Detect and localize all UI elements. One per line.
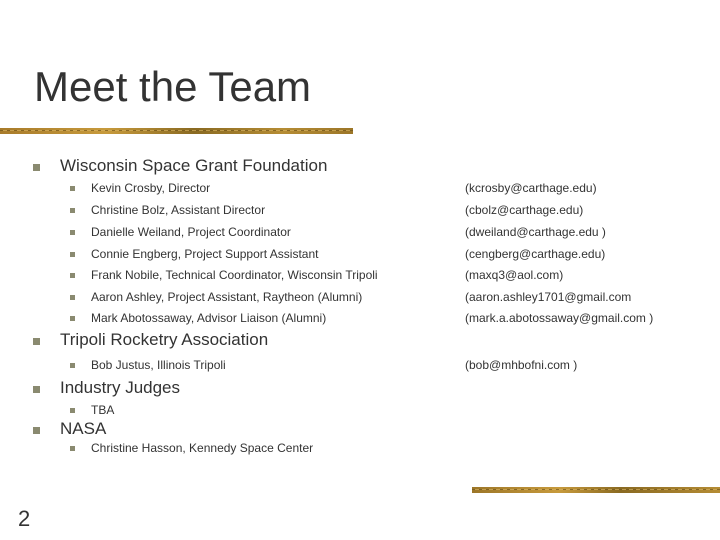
member-bullet	[70, 408, 75, 413]
footer-rule	[472, 487, 720, 493]
slide-title: Meet the Team	[34, 63, 312, 110]
section-bullet	[33, 427, 40, 434]
section-bullet	[33, 386, 40, 393]
page-number: 2	[18, 506, 31, 531]
member-name: Christine Hasson, Kennedy Space Center	[91, 441, 314, 455]
member-email: (kcrosby@carthage.edu)	[465, 181, 597, 195]
section-bullet	[33, 164, 40, 171]
member-bullet	[70, 186, 75, 191]
member-name: Danielle Weiland, Project Coordinator	[91, 225, 291, 239]
title-underline-rule	[0, 128, 353, 134]
member-email: (dweiland@carthage.edu )	[465, 225, 606, 239]
section-heading-wsgf: Wisconsin Space Grant Foundation	[60, 156, 328, 175]
section-heading-tripoli: Tripoli Rocketry Association	[60, 330, 269, 349]
member-name: Christine Bolz, Assistant Director	[91, 203, 266, 217]
member-bullet	[70, 208, 75, 213]
section-bullet	[33, 338, 40, 345]
member-bullet	[70, 316, 75, 321]
section-heading-nasa: NASA	[60, 419, 107, 438]
member-bullet	[70, 273, 75, 278]
member-name: TBA	[91, 403, 115, 417]
member-email: (maxq3@aol.com)	[465, 268, 564, 282]
member-email: (bob@mhbofni.com )	[465, 358, 578, 372]
member-bullet	[70, 230, 75, 235]
member-bullet	[70, 446, 75, 451]
member-bullet	[70, 295, 75, 300]
member-email: (aaron.ashley1701@gmail.com	[465, 290, 632, 304]
member-bullet	[70, 252, 75, 257]
member-name: Bob Justus, Illinois Tripoli	[91, 358, 226, 372]
member-email: (cbolz@carthage.edu)	[465, 203, 584, 217]
member-name: Kevin Crosby, Director	[91, 181, 211, 195]
member-name: Connie Engberg, Project Support Assistant	[91, 247, 319, 261]
member-bullet	[70, 363, 75, 368]
member-email: (cengberg@carthage.edu)	[465, 247, 606, 261]
member-name: Mark Abotossaway, Advisor Liaison (Alumni)	[91, 311, 327, 325]
section-heading-industry-judges: Industry Judges	[60, 378, 181, 397]
member-name: Frank Nobile, Technical Coordinator, Wisconsin Tripoli	[91, 268, 378, 282]
member-email: (mark.a.abotossaway@gmail.com )	[465, 311, 654, 325]
member-name: Aaron Ashley, Project Assistant, Raytheon (Alumni)	[91, 290, 363, 304]
